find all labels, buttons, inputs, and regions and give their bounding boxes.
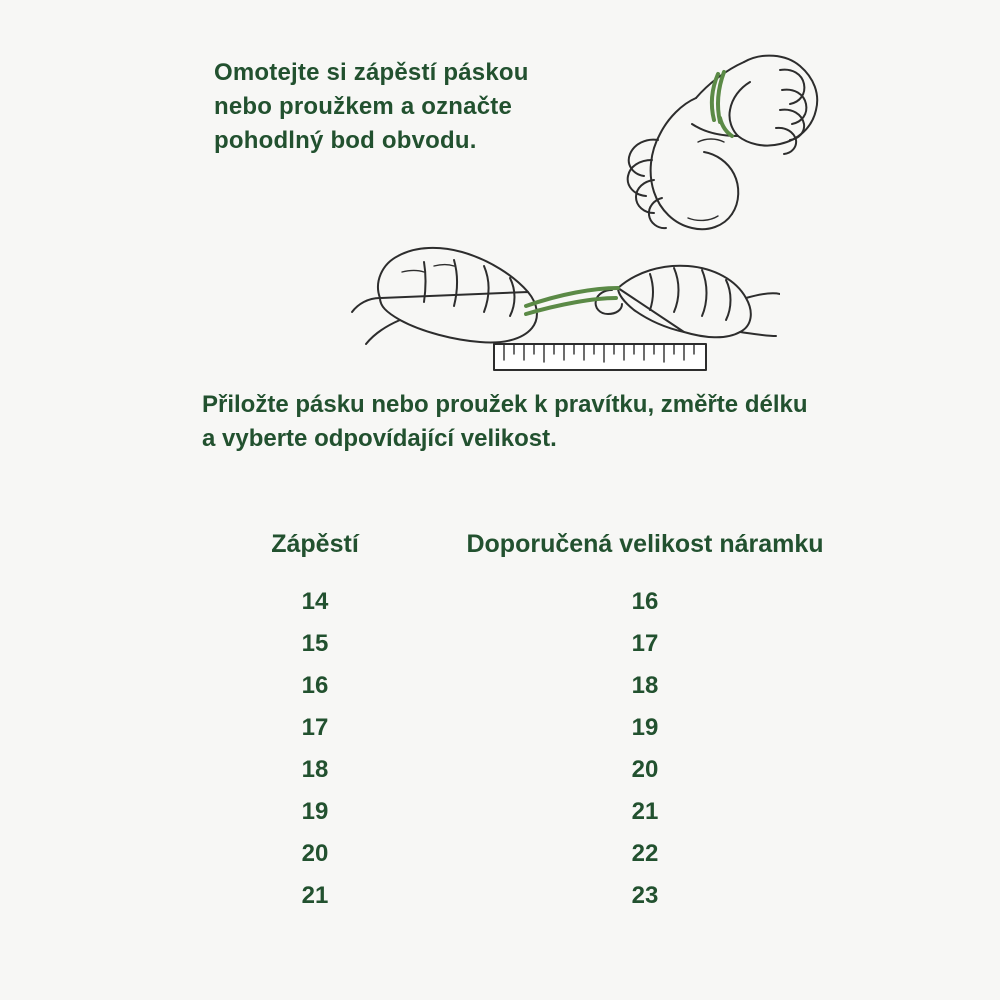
table-body [180, 581, 840, 917]
cell-bracelet: 17 [631, 630, 659, 658]
cell-bracelet: 22 [631, 840, 659, 868]
table-row [180, 791, 840, 833]
step-2-instruction-text: Přiložte pásku nebo proužek k pravítku, změřte délku a vyberte odpovídající velikost. [202, 391, 808, 453]
cell-wrist: 14 [301, 588, 329, 616]
cell-bracelet: 21 [631, 798, 659, 826]
table-row [180, 707, 840, 749]
cell-wrist: 21 [301, 882, 329, 910]
step-1-section [0, 48, 1000, 248]
hands-measuring-strip-against-ruler-icon [350, 232, 780, 387]
table-row [180, 833, 840, 875]
table-row [180, 665, 840, 707]
table-row [180, 581, 840, 623]
cell-wrist: 16 [301, 672, 329, 700]
cell-wrist: 15 [301, 630, 329, 658]
cell-bracelet: 16 [631, 588, 659, 616]
cell-wrist: 18 [301, 756, 329, 784]
table-row [180, 623, 840, 665]
cell-bracelet: 23 [631, 882, 659, 910]
step-1-instruction-text: Omotejte si zápěstí páskou nebo proužkem a označte pohodlný bod obvodu. [214, 59, 529, 155]
size-table [180, 528, 840, 917]
cell-bracelet: 20 [631, 756, 659, 784]
cell-bracelet: 18 [631, 672, 659, 700]
cell-wrist: 17 [301, 714, 329, 742]
cell-wrist: 20 [301, 840, 329, 868]
table-header-row [180, 528, 840, 561]
table-header-wrist: Zápěstí [271, 530, 359, 558]
table-row [180, 875, 840, 917]
table-row [180, 749, 840, 791]
cell-wrist: 19 [301, 798, 329, 826]
hand-wrapping-strip-around-wrist-icon [548, 32, 848, 252]
cell-bracelet: 19 [631, 714, 659, 742]
table-header-bracelet: Doporučená velikost náramku [466, 530, 824, 558]
